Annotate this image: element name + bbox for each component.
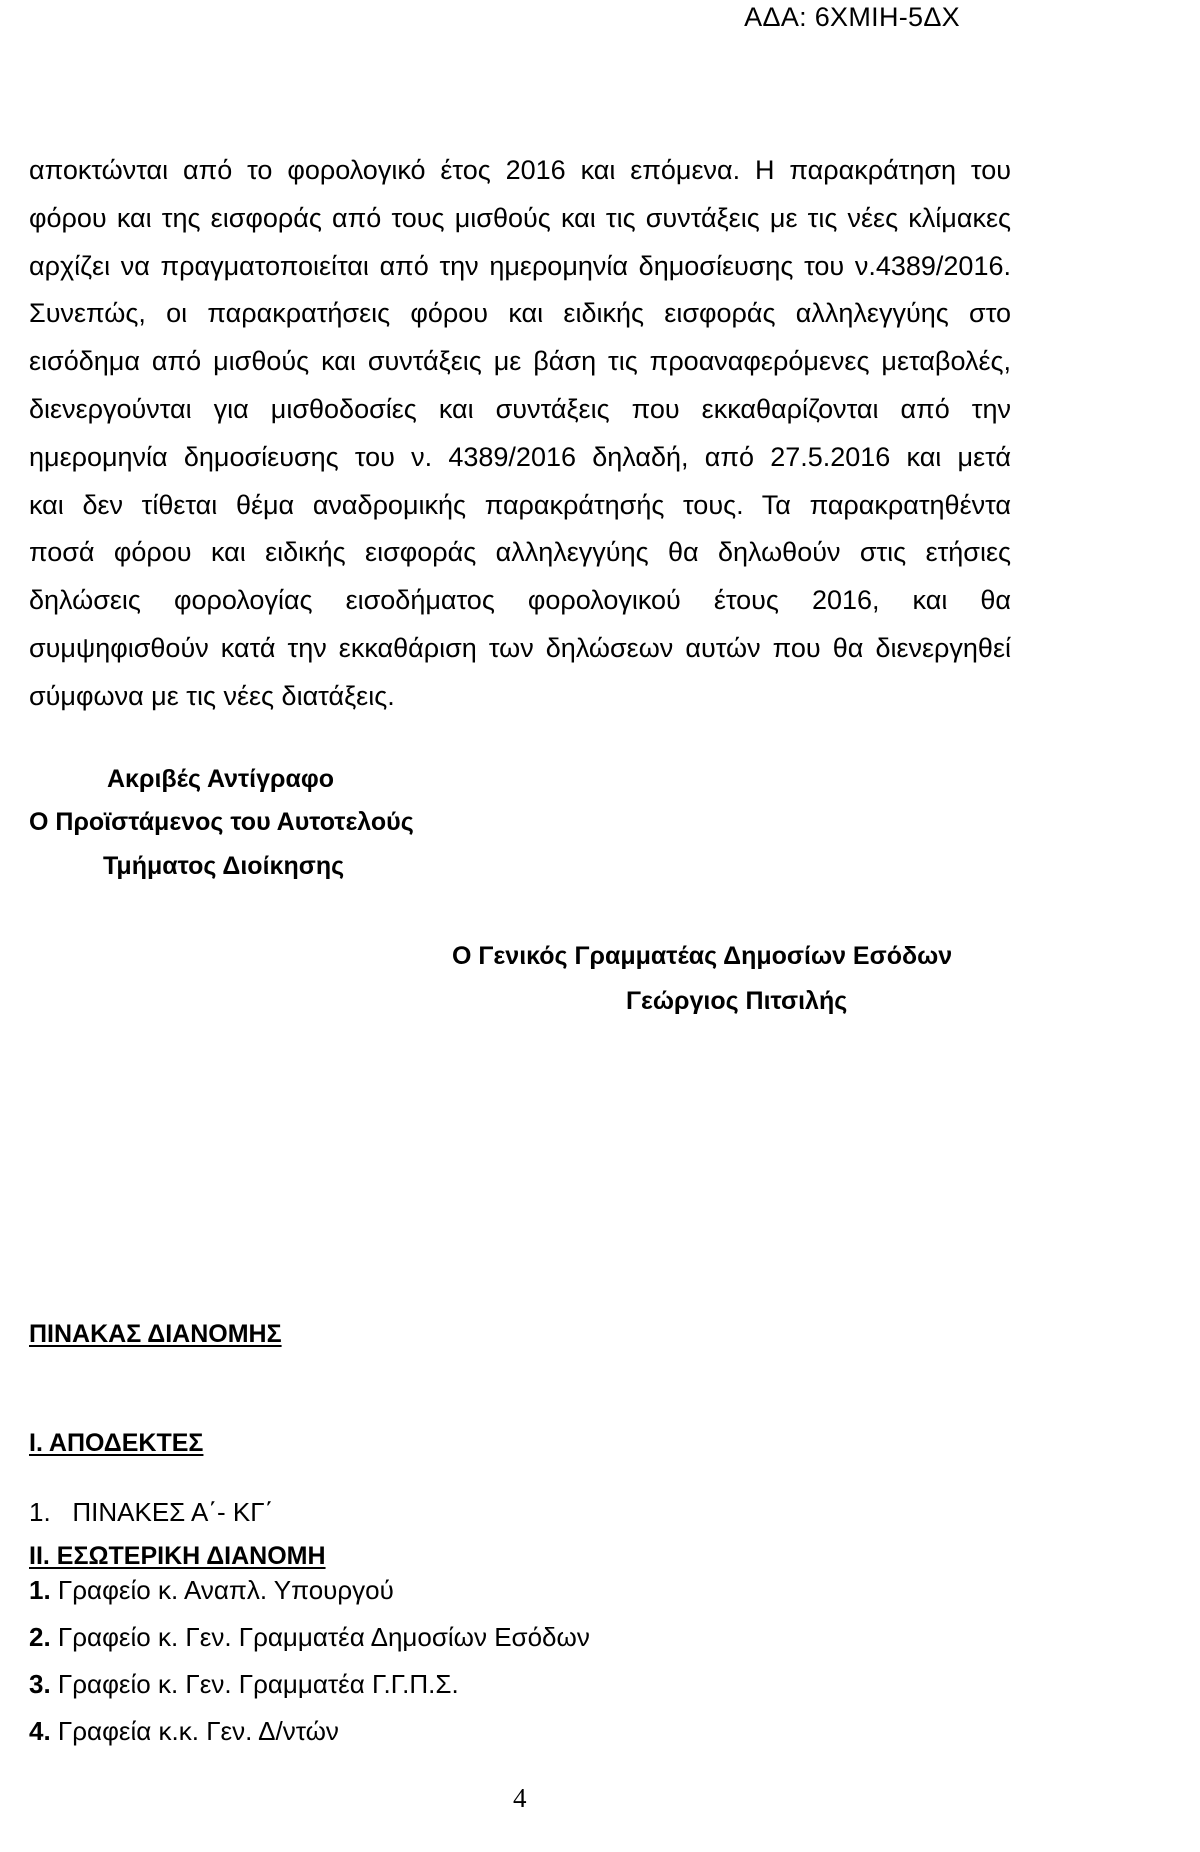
paragraph-line: ημερομηνία δημοσίευσης του ν. 4389/2016 δηλαδή, από 27.5.2016 και μετά <box>29 441 1011 472</box>
paragraph-line: σύμφωνα με τις νέες διατάξεις. <box>29 680 395 711</box>
exact-copy-label: Ακριβές Αντίγραφο <box>107 765 334 793</box>
secretary-general-title: Ο Γενικός Γραμματέας Δημοσίων Εσόδων <box>452 942 953 970</box>
paragraph-line: συμψηφισθούν κατά την εκκαθάριση των δηλώσεων αυτών που θα διενεργηθεί <box>29 632 1011 663</box>
paragraph-line: Συνεπώς, οι παρακρατήσεις φόρου και ειδικής εισφοράς αλληλεγγύης στο <box>29 298 1011 329</box>
paragraph-line: αποκτώνται από το φορολογικό έτος 2016 και επόμενα. Η παρακράτηση του <box>29 155 1011 185</box>
page-number: 4 <box>513 1783 527 1813</box>
paragraph-line: δηλώσεις φορολογίας εισοδήματος φορολογικού έτους 2016, και θα <box>29 585 1011 616</box>
paragraph-line: φόρου και της εισφοράς από τους μισθούς και τις συντάξεις με τις νέες κλίμακες <box>29 202 1011 233</box>
recipient-item: 1. ΠΙΝΑΚΕΣ Α΄- ΚΓ΄ <box>29 1497 274 1527</box>
paragraph-line: ποσά φόρου και ειδικής εισφοράς αλληλεγγύης θα δηλωθούν στις ετήσιες <box>29 537 1011 568</box>
signatory-name: Γεώργιος Πιτσιλής <box>626 987 848 1015</box>
item-number: 1. <box>29 1575 51 1605</box>
item-number: 2. <box>29 1622 51 1652</box>
ada-code: ΑΔΑ: 6ΧΜΙΗ-5ΔΧ <box>744 2 960 32</box>
item-text: Γραφεία κ.κ. Γεν. Δ/ντών <box>57 1716 339 1746</box>
paragraph-line: αρχίζει να πραγματοποιείται από την ημερομηνία δημοσίευσης του ν.4389/2016. <box>29 250 1011 281</box>
item-text: Γραφείο κ. Γεν. Γραμματέα Γ.Γ.Π.Σ. <box>57 1669 459 1699</box>
paragraph-line: και δεν τίθεται θέμα αναδρομικής παρακράτησής τους. Τα παρακρατηθέντα <box>29 489 1011 520</box>
recipients-heading: Ι. ΑΠΟΔΕΚΤΕΣ <box>29 1429 204 1457</box>
item-text: Γραφείο κ. Γεν. Γραμματέα Δημοσίων Εσόδων <box>57 1622 590 1652</box>
item-text: ΠΙΝΑΚΕΣ Α΄- ΚΓ΄ <box>72 1497 274 1527</box>
paragraph-line: διενεργούνται για μισθοδοσίες και συντάξεις που εκκαθαρίζονται από την <box>29 393 1011 424</box>
distribution-item <box>29 1575 394 1606</box>
item-number: 1 <box>29 1497 44 1527</box>
item-number: 4. <box>29 1716 51 1746</box>
department-name: Τμήματος Διοίκησης <box>103 852 345 880</box>
distribution-item <box>29 1622 590 1653</box>
distribution-heading: ΠΙΝΑΚΑΣ ΔΙΑΝΟΜΗΣ <box>29 1320 282 1348</box>
body-paragraph <box>29 147 1011 721</box>
head-of-department-label: Ο Προϊστάμενος του Αυτοτελούς <box>29 808 414 836</box>
item-text: Γραφείο κ. Αναπλ. Υπουργού <box>57 1575 394 1605</box>
paragraph-line: εισόδημα από μισθούς και συντάξεις με βάση τις προαναφερόμενες μεταβολές, <box>29 346 1011 377</box>
item-number: 3. <box>29 1669 51 1699</box>
distribution-item <box>29 1669 459 1700</box>
distribution-item <box>29 1716 339 1747</box>
internal-distribution-heading: ΙΙ. ΕΣΩΤΕΡΙΚΗ ΔΙΑΝΟΜΗ <box>29 1542 326 1570</box>
